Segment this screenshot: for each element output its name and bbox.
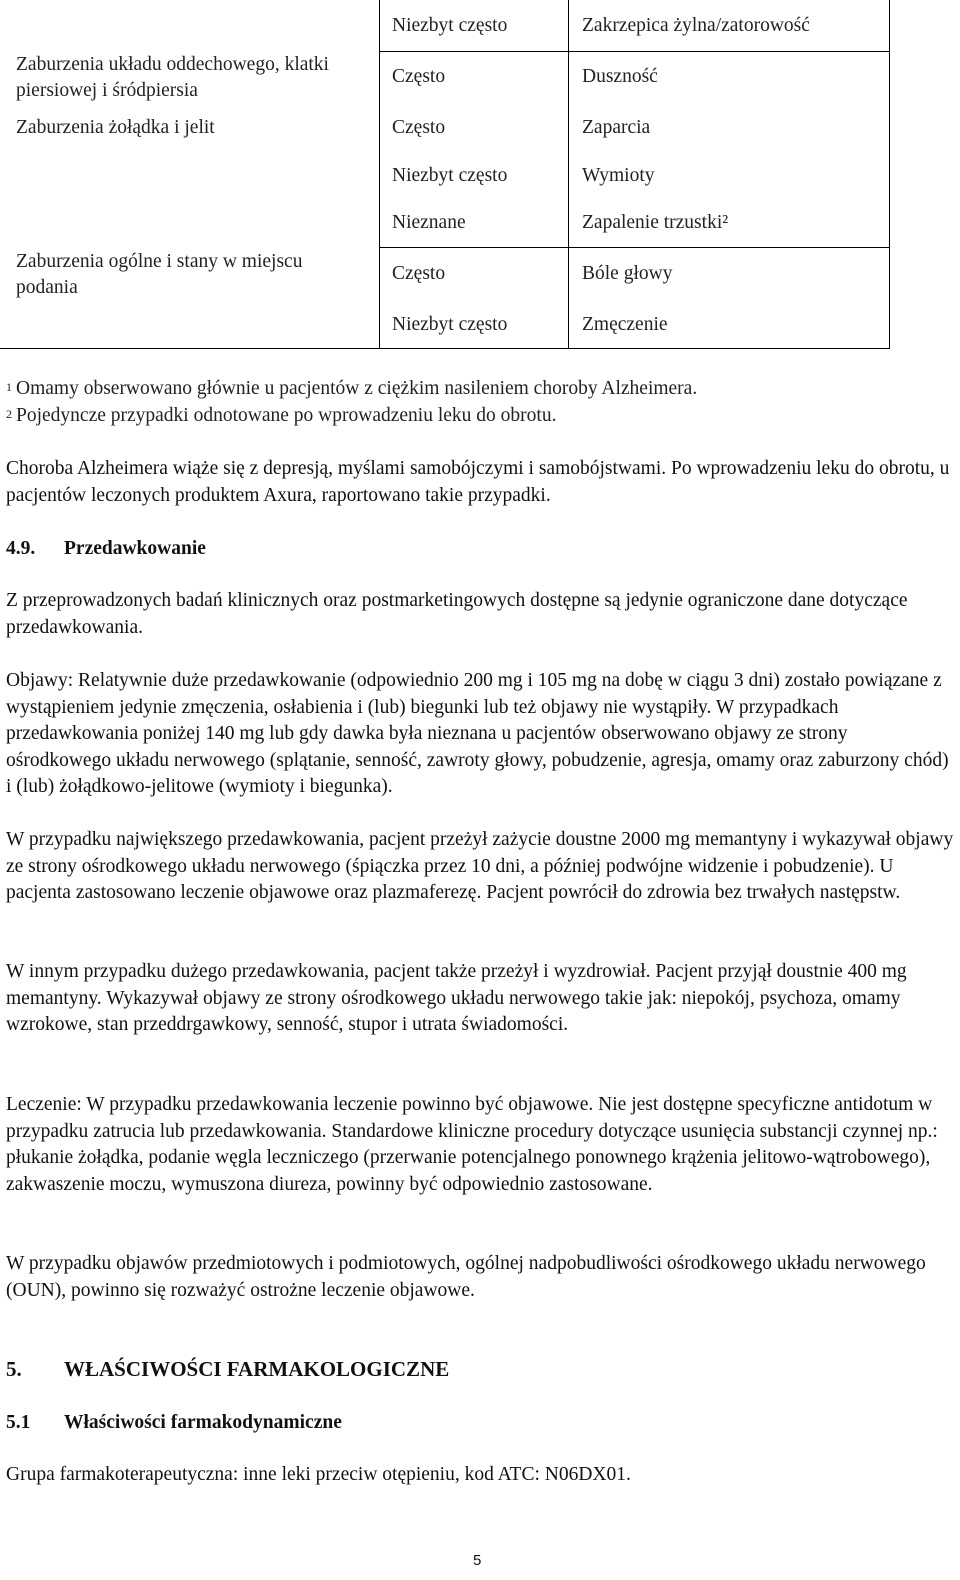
- heading-number: 5.: [6, 1357, 22, 1381]
- heading-section-5-1: [6, 1410, 342, 1437]
- paragraph-alzheimer: Choroba Alzheimera wiąże się z depresją, myślami samobójczymi i samobójstwami. Po wprowadzeniu leku do obrotu, u pacjentów leczonych produktem Axura, raportowano takie przypadki.: [6, 458, 950, 506]
- table-cell-category: Zaburzenia żołądka i jelit: [16, 117, 215, 138]
- paragraph-intro: Z przeprowadzonych badań klinicznych oraz postmarketingowych dostępne są jedynie ograniczone dane dotyczące przedawkowania.: [6, 590, 908, 638]
- footnote-mark: 1: [6, 380, 12, 394]
- footnote-mark: 2: [6, 407, 12, 421]
- footnote-text: Omamy obserwowano głównie u pacjentów z ciężkim nasileniem choroby Alzheimera.: [16, 378, 698, 399]
- paragraph-pharmacotherapeutic-group: Grupa farmakoterapeutyczna: inne leki przeciw otępieniu, kod ATC: N06DX01.: [6, 1464, 631, 1485]
- table-cell-effect: Wymioty: [582, 165, 655, 186]
- table-column-divider: [379, 0, 380, 349]
- table-cell-frequency: Niezbyt często: [392, 165, 508, 186]
- footnote-1: [6, 376, 697, 404]
- paragraph-another-overdose: W innym przypadku dużego przedawkowania, pacjent także przeżył i wyzdrowiał. Pacjent przyjął doustnie 400 mg memantyny. Wykazywał objawy ze strony ośrodkowego układu nerwowego takie jak: niepokój, psychoza, omamy wzrokowe, stan przeddrgawkowy, senność, stupor i utrata świadomości.: [6, 961, 907, 1035]
- table-cell-frequency: Często: [392, 66, 446, 87]
- table-bottom-border: [0, 348, 890, 349]
- footnote-text: Pojedyncze przypadki odnotowane po wprowadzeniu leku do obrotu.: [16, 405, 557, 426]
- table-cell-frequency: Niezbyt często: [392, 314, 508, 335]
- paragraph-symptoms: Objawy: Relatywnie duże przedawkowanie (odpowiednio 200 mg i 105 mg na dobę w ciągu 3 dni) zostało powiązane z wystąpieniem jedynie zmęczenia, osłabienia i (lub) biegunki lub też objawy nie wystąpiły. W przypadkach przedawkowania poniżej 140 mg lub gdy dawka była nieznana u pacjentów obserwowano objawy ze strony ośrodkowego układu nerwowego (splątanie, senność, zawroty głowy, pobudzenie, agresja, omamy oraz zaburzony chód) i (lub) żołądkowo-jelitowe (wymioty i biegunka).: [6, 670, 949, 797]
- table-right-border: [889, 0, 890, 349]
- table-cell-effect: Zapalenie trzustki²: [582, 212, 729, 233]
- paragraph-treatment: Leczenie: W przypadku przedawkowania leczenie powinno być objawowe. Nie jest dostępne specyficzne antidotum w przypadku zatrucia lub przedawkowania. Standardowe kliniczne procedury dotyczące usunięcia substancji czynnej np.: płukanie żołądka, podanie węgla leczniczego (przerwanie potencjalnego ponownego krążenia jelitowo-wątrobowego), zakwaszenie moczu, wymuszona diureza, powinny być odpowiednio zastosowane.: [6, 1094, 938, 1195]
- adverse-reactions-table: [0, 0, 890, 350]
- heading-number: 5.1: [6, 1412, 31, 1433]
- table-cell-effect: Zaparcia: [582, 117, 651, 138]
- paragraph-largest-overdose: W przypadku największego przedawkowania, pacjent przeżył zażycie doustne 2000 mg memantyny i wykazywał objawy ze strony ośrodkowego układu nerwowego (śpiączka przez 10 dni, a później podwójne widzenie i pobudzenie). U pacjenta zastosowano leczenie objawowe oraz plazmaferezę. Pacjent powrócił do zdrowia bez trwałych następstw.: [6, 829, 954, 903]
- table-column-divider: [568, 0, 569, 349]
- heading-overdose: [6, 536, 206, 563]
- paragraph-cns: W przypadku objawów przedmiotowych i podmiotowych, ogólnej nadpobudliwości ośrodkowego układu nerwowego (OUN), powinno się rozważyć ostrożne leczenie objawowe.: [6, 1253, 926, 1301]
- heading-title: WŁAŚCIWOŚCI FARMAKOLOGICZNE: [64, 1357, 450, 1381]
- table-cell-effect: Bóle głowy: [582, 263, 673, 284]
- table-cell-category: Zaburzenia układu oddechowego, klatki piersiowej i śródpiersia: [16, 54, 329, 101]
- page-number: 5: [473, 1552, 482, 1569]
- heading-title: Przedawkowanie: [64, 538, 206, 559]
- table-cell-frequency: Często: [392, 263, 446, 284]
- heading-title: Właściwości farmakodynamiczne: [64, 1412, 342, 1433]
- table-cell-effect: Duszność: [582, 66, 658, 87]
- heading-section-5: [6, 1356, 449, 1383]
- table-row-divider: [379, 247, 890, 248]
- table-cell-category: Zaburzenia ogólne i stany w miejscu podania: [16, 251, 303, 298]
- table-cell-effect: Zakrzepica żylna/zatorowość: [582, 15, 810, 36]
- footnote-2: [6, 403, 556, 431]
- heading-number: 4.9.: [6, 538, 36, 559]
- table-cell-frequency: Niezbyt często: [392, 15, 508, 36]
- table-cell-effect: Zmęczenie: [582, 314, 668, 335]
- table-row-divider: [379, 51, 890, 52]
- table-cell-frequency: Często: [392, 117, 446, 138]
- table-cell-frequency: Nieznane: [392, 212, 466, 233]
